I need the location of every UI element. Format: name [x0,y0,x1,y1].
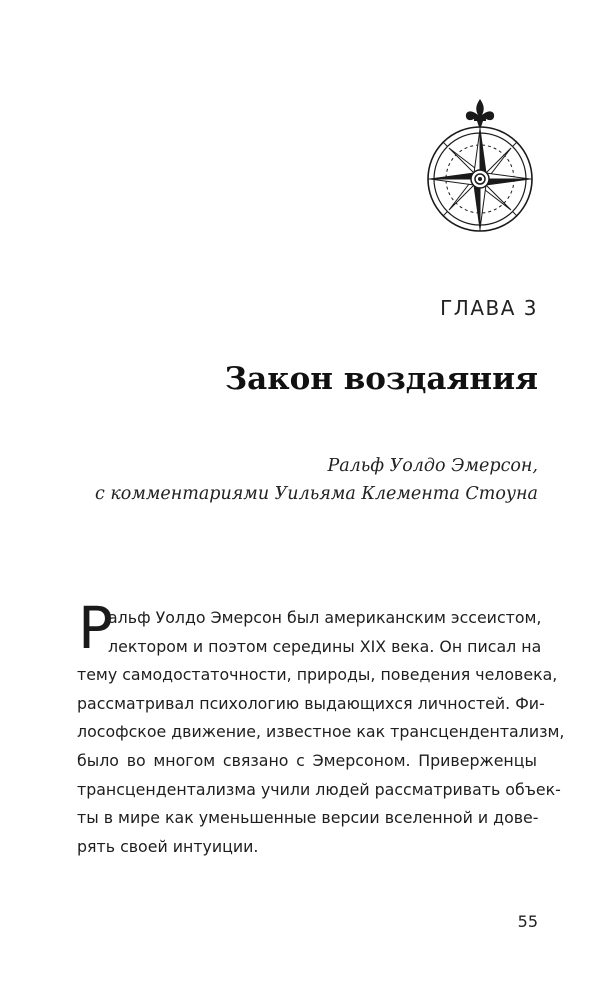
paragraph-line: лектором и поэтом середины XIX века. Он писал на [108,636,542,656]
author-line-2: с комментариями Уильяма Клемента Стоуна [94,484,538,504]
paragraph-line: было во многом связано с Эмерсоном. Приверженцы [77,750,537,770]
paragraph-line: трансцендентализма учили людей рассматривать объек- [77,779,561,799]
compass-rose-icon [421,97,539,237]
paragraph-line: альф Уолдо Эмерсон был американским эссеистом, [108,608,542,627]
chapter-label: ГЛАВА 3 [440,296,538,320]
paragraph-line: тему самодостаточности, природы, поведения человека, [77,665,558,685]
paragraph-line: лософское движение, известное как трансцендентализм, [77,722,565,742]
chapter-epigraph-authors [95,452,538,508]
author-line-1: Ральф Уолдо Эмерсон, [327,456,538,476]
page-number: 55 [517,912,538,931]
drop-cap: Р [78,594,113,662]
paragraph-line: рассматривал психологию выдающихся личностей. Фи- [77,693,545,713]
body-paragraph [77,604,565,861]
paragraph-line: ты в мире как уменьшенные версии вселенной и дове- [77,808,539,828]
paragraph-line: рять своей интуиции. [77,836,259,856]
chapter-title: Закон воздаяния [224,361,538,397]
